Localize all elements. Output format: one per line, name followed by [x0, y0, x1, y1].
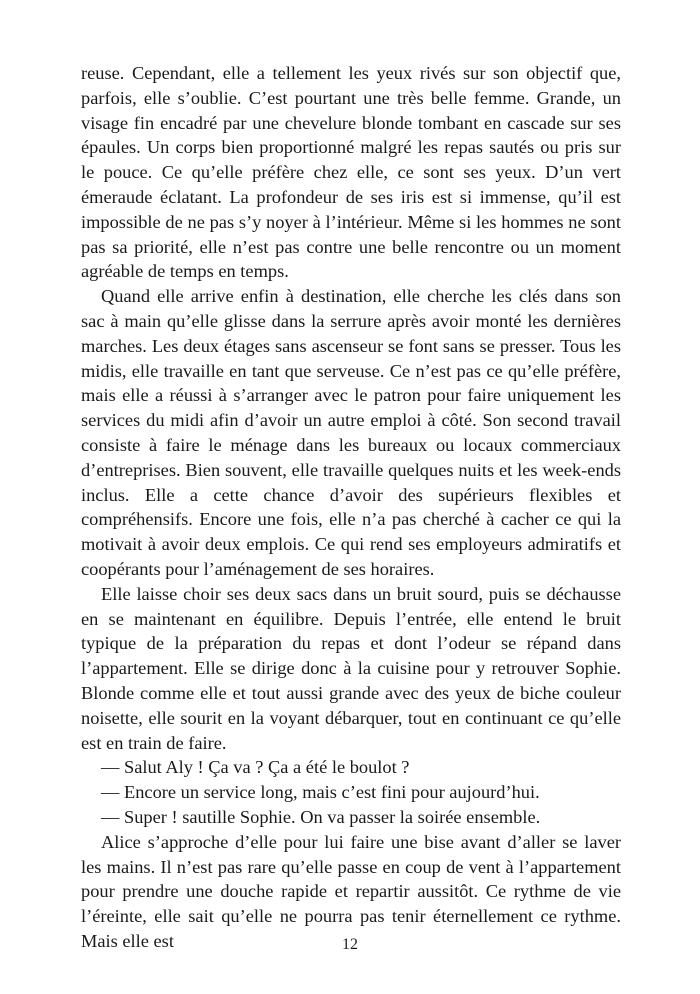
paragraph-3: Elle laisse choir ses deux sacs dans un bruit sourd, puis se déchausse en se maintenant en équilibre. Depuis l’entrée, elle entend le bruit typique de la préparation du repas et dont l’odeur se répand dans l’appartement. Elle se dirige donc à la cuisine pour y retrouver Sophie. Blonde comme elle et tout aussi grande avec des yeux de biche couleur noisette, elle sourit en la voyant débarquer, tout en continuant ce qu’elle est en train de faire. — [81, 583, 621, 753]
paragraph-2: Quand elle arrive enfin à destination, elle cherche les clés dans son sac à main qu’elle glisse dans la serrure après avoir monté les dernières marches. Les deux étages sans ascenseur se font sans se presser. Tous les midis, elle travaille en tant que serveuse. Ce n’est pas ce qu’elle préfère, mais elle a réussi à s’arranger avec le patron pour faire uniquement les services du midi afin d’avoir un autre emploi à côté. Son second travail consiste à faire le ménage dans les bureaux ou locaux commerciaux d’entreprises. Bien souvent, elle travaille quelques nuits et les week-ends inclus. Elle a cette chance d’avoir des supérieurs flexibles et compréhensifs. Encore une fois, elle n’a pas cherché à cacher ce qui la motivait à avoir deux emplois. Ce qui rend ses employeurs admiratifs et coopérants pour l’aménagement de ses horaires. — [81, 286, 621, 579]
paragraph-1: reuse. Cependant, elle a tellement les yeux rivés sur son objectif que, parfois, elle s’oublie. C’est pourtant une très belle femme. Grande, un visage fin encadré par une chevelure blonde tombant en cascade sur ses épaules. Un corps bien proportionné malgré les repas sautés ou pris sur le pouce. Ce qu’elle préfère chez elle, ce sont ses yeux. D’un vert émeraude éclatant. La profondeur de ses iris est si immense, qu’il est impossible de ne pas s’y noyer à l’intérieur. Même si les hommes ne sont pas sa priorité, elle n’est pas contre une belle rencontre ou un moment agréable de temps en temps. — [81, 63, 621, 282]
paragraph-4: Alice s’approche d’elle pour lui faire une bise avant d’aller se laver les mains. Il n’est pas rare qu’elle passe en coup de vent à l’appartement pour prendre une douche rapide et repartir aussitôt. Ce rythme de vie l’éreinte, elle sait qu’elle ne pourra pas tenir éternellement ce rythme. Mais elle est — [81, 831, 621, 951]
page-number: 12 — [342, 936, 358, 953]
body-text — [81, 61, 621, 954]
dialogue-line-2: — Encore un service long, mais c’est fini pour aujourd’hui. — [101, 782, 540, 803]
dialogue-line-3: — Super ! sautille Sophie. On va passer la soirée ensemble. — [101, 806, 541, 827]
dialogue-line-1: — Salut Aly ! Ça va ? Ça a été le boulot ? — [101, 757, 410, 778]
